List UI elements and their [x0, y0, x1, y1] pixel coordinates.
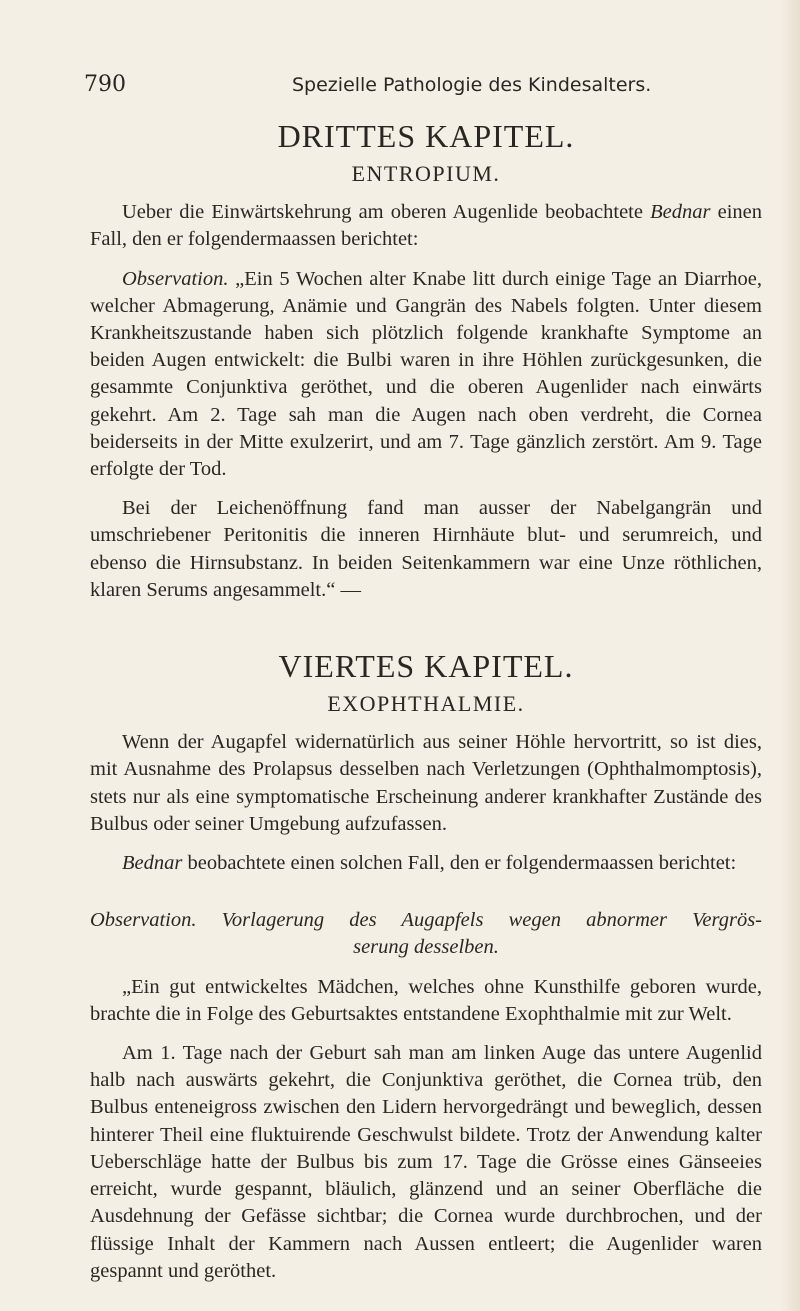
chapter-3-intro: Ueber die Einwärtskehrung am oberen Augenlide beobachtete Bednar einen Fall, den er folgendermaassen berichtet:: [90, 201, 762, 251]
chapter-4-report-intro: Bednar beobachtete einen solchen Fall, den er folgendermaassen berichtet:: [122, 852, 737, 875]
page-body: [90, 118, 762, 1285]
observation-title: Observation. Vorlagerung des Augapfels wegen abnormer Vergrös- serung desselben.: [90, 909, 762, 959]
chapter-4-subheading: EXOPHTHALMIE.: [327, 691, 525, 717]
chapter-3-subheading: ENTROPIUM.: [351, 161, 501, 186]
chapter-3-autopsy: Bei der Leichenöffnung fand man ausser der Nabelgangrän und umschriebener Peritonitis die inneren Hirnhäute blut- und serumreich, und ebenso die Hirnsubstanz. In beiden Seitenkammern war eine Unze röthlichen, klaren Serums angesammelt.“ —: [90, 497, 762, 601]
chapter-3-observation: Observation. „Ein 5 Wochen alter Knabe litt durch einige Tage an Diarrhoe, welcher Abmagerung, Anämie und Gangrän des Nabels folgten. Unter diesem Krankheitszustande haben sich plötzlich folgende krankhafte Symptome an beiden Augen entwickelt: die Bulbi waren in ihre Höhlen zurückgesunken, die gesammte Conjunktiva geröthet, und die oberen Augenlider nach einwärts gekehrt. Am 2. Tage sah man die Augen nach oben verdreht, die Cornea beiderseits in der Mitte exulzerirt, und am 7. Tage gänzlich zerstört. Am 9. Tage erfolgte der Tod.: [90, 267, 762, 481]
page-number: 790: [84, 72, 126, 97]
observation-paragraph-2: Am 1. Tage nach der Geburt sah man am linken Auge das untere Augenlid halb nach auswärts gekehrt, die Conjunktiva geröthet, die Cornea trüb, den Bulbus enteneigross zwischen den Lidern hervorgedrängt und beweglich, dessen hinterer Theil eine fluktuirende Geschwulst bildete. Trotz der Anwendung kalter Ueberschläge hatte der Bulbus bis zum 17. Tage die Grösse eines Gänseeies erreicht, wurde gespannt, bläulich, glänzend und an seiner Oberfläche die Ausdehnung der Gefässe sichtbar; die Cornea wurde durchbrochen, und der flüssige Inhalt der Kammern nach Aussen entleert; die Augenlider waren gespannt und geröthet.: [90, 1042, 762, 1282]
author-name: Bednar: [650, 201, 711, 224]
page-edge: [780, 0, 800, 1311]
author-name: Bednar: [122, 852, 183, 875]
observation-paragraph-1: „Ein gut entwickeltes Mädchen, welches ohne Kunsthilfe geboren wurde, brachte die in Folge des Geburtsaktes entstandene Exophthalmie mit zur Welt.: [90, 975, 762, 1025]
observation-label: Observation.: [122, 267, 229, 290]
chapter-4-intro: Wenn der Augapfel widernatürlich aus seiner Höhle hervortritt, so ist dies, mit Ausnahme des Prolapsus desselben nach Verletzungen (Ophthalmomptosis), stets nur als eine symptomatische Erscheinung anderer krankhafter Zustände des Bulbus oder seiner Umgebung aufzufassen.: [90, 731, 762, 835]
page-header: [84, 72, 764, 102]
running-title: Spezielle Pathologie des Kindesalters.: [292, 74, 652, 96]
chapter-4-heading: VIERTES KAPITEL.: [278, 648, 574, 685]
chapter-3-heading: DRITTES KAPITEL.: [277, 118, 575, 154]
